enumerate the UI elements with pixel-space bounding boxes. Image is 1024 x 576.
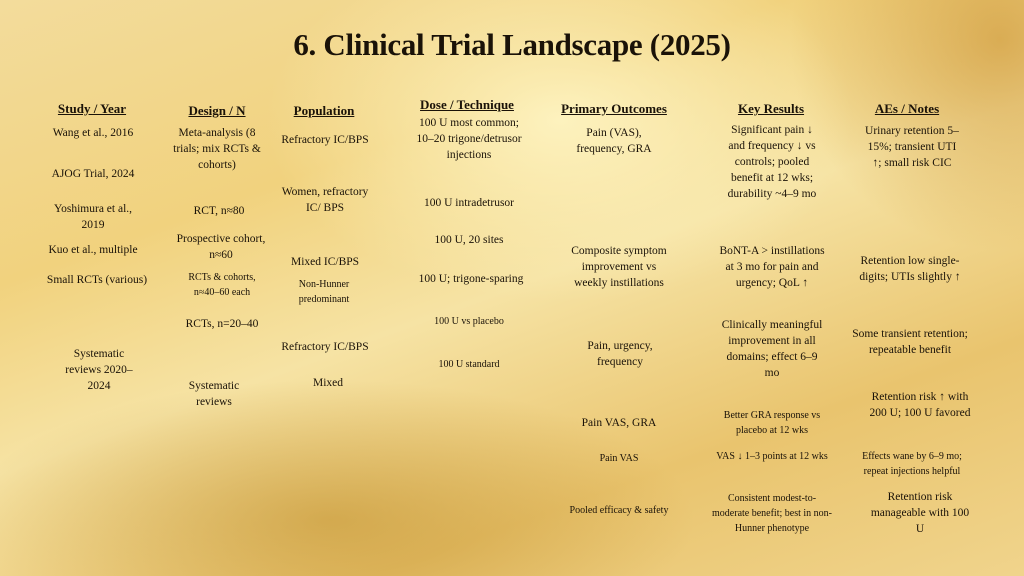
outcome-cell: Pain (VAS), frequency, GRA <box>576 127 652 155</box>
study-cell: Kuo et al., multiple <box>48 244 138 256</box>
header-aes: AEs / Notes <box>874 101 940 116</box>
result-cell: Better GRA response vs placebo at 12 wks <box>723 410 821 436</box>
design-cell: RCT, n≈80 <box>193 205 245 217</box>
header-study: Study / Year <box>57 101 127 116</box>
ae-cell: Retention risk ↑ with 200 U; 100 U favored <box>869 391 971 419</box>
study-cell: AJOG Trial, 2024 <box>51 168 135 180</box>
population-cell: Mixed <box>312 377 344 389</box>
population-cell: Women, refractory IC/ BPS <box>281 186 369 214</box>
outcome-cell: Pain, urgency, frequency <box>587 340 653 368</box>
result-cell: Consistent modest-to-moderate benefit; best in non-Hunner phenotype <box>712 493 832 534</box>
result-cell: BoNT-A > instillations at 3 mo for pain and urgency; QoL ↑ <box>719 245 825 289</box>
dose-cell: 100 U vs placebo <box>434 316 504 327</box>
population-cell: Non-Hunner predominant <box>298 279 350 305</box>
dose-cell: 100 U, 20 sites <box>434 234 504 246</box>
outcome-cell: Pain VAS, GRA <box>581 417 657 429</box>
design-cell: RCTs, n=20–40 <box>185 318 259 330</box>
result-cell: Significant pain ↓ and frequency ↓ vs controls; pooled benefit at 12 wks; durability ~4–9 mo <box>727 124 817 200</box>
design-cell: Prospective cohort, n≈60 <box>176 233 266 261</box>
study-cell: Small RCTs (various) <box>46 274 148 286</box>
header-outcomes: Primary Outcomes <box>561 101 667 116</box>
header-population: Population <box>293 103 355 118</box>
slide-title: 6. Clinical Trial Landscape (2025) <box>293 27 731 62</box>
dose-cell: 100 U most common; 10–20 trigone/detrusor injections <box>416 117 522 161</box>
outcome-cell: Pooled efficacy & safety <box>569 505 669 516</box>
dose-cell: 100 U; trigone-sparing <box>418 273 524 285</box>
header-results: Key Results <box>737 101 805 116</box>
population-cell: Refractory IC/BPS <box>281 341 369 353</box>
result-cell: VAS ↓ 1–3 points at 12 wks <box>716 451 828 462</box>
population-cell: Mixed IC/BPS <box>290 256 360 268</box>
ae-cell: Retention low single-digits; UTIs slightly ↑ <box>859 255 961 283</box>
ae-cell: Effects wane by 6–9 mo; repeat injections helpful <box>862 451 962 477</box>
result-cell: Clinically meaningful improvement in all domains; effect 6–9 mo <box>721 319 823 379</box>
population-cell: Refractory IC/BPS <box>281 134 369 146</box>
ae-cell: Urinary retention 5–15%; transient UTI ↑; small risk CIC <box>865 125 959 169</box>
design-cell: RCTs & cohorts, n≈40–60 each <box>188 272 256 298</box>
outcome-cell: Composite symptom improvement vs weekly instillations <box>571 245 667 289</box>
design-cell: Systematic reviews <box>188 380 240 408</box>
study-cell: Systematic reviews 2020–2024 <box>65 348 133 392</box>
dose-cell: 100 U intradetrusor <box>423 197 515 209</box>
header-design: Design / N <box>188 103 246 118</box>
study-cell: Yoshimura et al., 2019 <box>53 203 133 231</box>
ae-cell: Some transient retention; repeatable benefit <box>852 328 968 356</box>
study-cell: Wang et al., 2016 <box>52 127 134 139</box>
header-dose: Dose / Technique <box>420 97 514 112</box>
ae-cell: Retention risk manageable with 100 U <box>870 491 970 535</box>
design-cell: Meta-analysis (8 trials; mix RCTs & cohorts) <box>173 127 261 171</box>
dose-cell: 100 U standard <box>438 359 500 370</box>
outcome-cell: Pain VAS <box>599 453 639 464</box>
